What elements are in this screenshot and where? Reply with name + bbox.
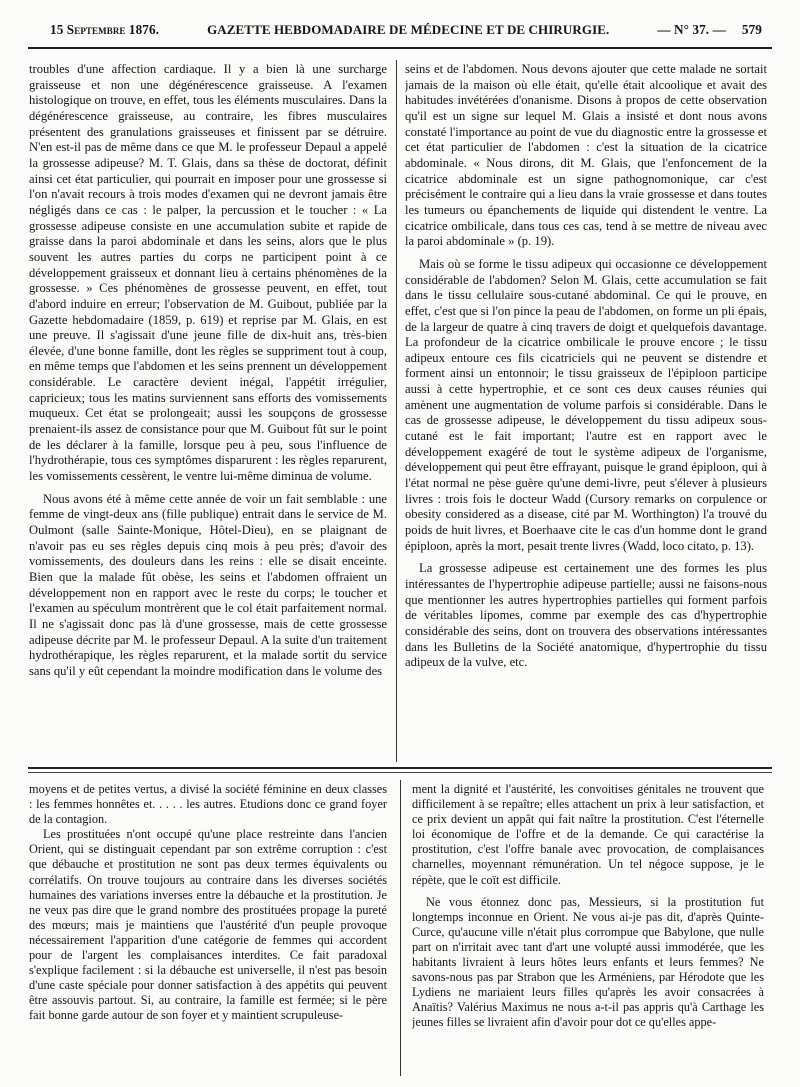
- issue-number: — N° 37. —: [657, 22, 726, 37]
- paragraph: troubles d'une affection cardiaque. Il y a bien là une surcharge graisseuse et non une dégénérescence graisseuse. A l'examen histologique on trouve, en effet, tous les éléments musculaires. Dans la dégénérescence graisseuse, au contraire, les fibres musculaires présentent des granulations graisseuses et finissent par se détruire. N'en est-il pas de même dans ce que M. le professeur Depaul a appelé la grossesse adipeuse? M. T. Glais, dans sa thèse de doctorat, définit ainsi cet état particulier, qui pourrait en imposer pour une grossesse si l'on n'avait recours à trois modes d'examen qui ne devront jamais être négligés dans ce cas : le palper, la percussion et le toucher : « La grossesse adipeuse consiste en une accumulation subite et rapide de graisse dans la paroi abdominale et dans les seins, alors que le plus souvent les autres parties du corps ne participent point à ce développement graisseux et donnant lieu à certains phénomènes de la grossesse. » Ces phénomènes de grossesse peuvent, en effet, tout d'abord induire en erreur; l'observation de M. Guibout, publiée par la Gazette hebdomadaire (1859, p. 619) et reprise par M. Glais, en est une preuve. Il s'agissait d'une jeune fille de dix-huit ans, très-bien élevée, d'une bonne famille, dont les règles se suppriment tout à coup, en même temps que l'abdomen et les seins prennent un développement considérable. Le caractère devient inégal, l'appétit irrégulier, capricieux; tous les matins surviennent sans efforts des vomissements muqueux. Cet état se prolongeait; aussi les soupçons de grossesse prenaient-ils assez de consistance pour que M. Guibout fût sur le point de les déclarer à la famille, lorsque peu à peu, sous l'influence de l'hydrothérapie, tous ces symptômes disparurent : les règles reparurent, les vomissements cessèrent, le ventre lui-même diminua de volume.: [29, 62, 387, 484]
- paragraph: ment la dignité et l'austérité, les convoitises génitales ne trouvent que difficilement à se repaître; elles attachent un prix à leur satisfaction, et ce prix devient un appât qui fait naître la prostitution. C'est l'éternelle loi économique de l'offre et de la demande. Ce qui caractérise la prostitution, c'est l'offre banale avec provocation, de complaisances charnelles, moyennant rémunération. Un tel négoce suppose, je le répète, que le coït est difficile.: [412, 782, 764, 887]
- header-rule: [28, 47, 772, 49]
- running-head: [50, 22, 762, 44]
- column-divider: [400, 780, 401, 1076]
- column-divider: [396, 60, 397, 762]
- journal-title: GAZETTE HEBDOMADAIRE DE MÉDECINE ET DE CHIRURGIE.: [207, 22, 610, 37]
- lower-left-column: [29, 782, 387, 1074]
- feuilleton-rule-secondary: [28, 772, 772, 773]
- issue-info: [657, 22, 762, 38]
- upper-left-column: [29, 62, 387, 758]
- issue-date: 15 Septembre 1876.: [50, 22, 160, 37]
- lower-right-column: [412, 782, 764, 1074]
- paragraph: Ne vous étonnez donc pas, Messieurs, si la prostitution fut longtemps inconnue en Orient. Ne vous ai-je pas dit, d'après Quinte-Curce, qu'aucune ville n'était plus corrompue que Babylone, que nulle part on n'irritait avec tant d'art une volupté aussi immodérée, que les habitants livraient à leurs hôtes leurs enfants et leurs femmes? Ne savons-nous pas par Strabon que les Arméniens, par Hérodote que les Lydiens ne mariaient leurs filles qu'après les avoir consacrées à Anaïtis? Valérius Maximus ne nous a-t-il pas appris qu'à Carthage les jeunes filles se livraient afin d'avoir pour dot ce qu'elles appe-: [412, 894, 764, 1030]
- feuilleton-rule: [28, 767, 772, 769]
- paragraph: Les prostituées n'ont occupé qu'une place restreinte dans l'ancien Orient, qui se distinguait cependant par son extrême corruption : c'est que débauche et prostitution ne sont pas deux termes équivalents ou corrélatifs. On trouve toujours au contraire dans les diverses sociétés humaines des variations inverses entre la débauche et la prostitution. Je ne veux pas dire que le grand nombre des prostituées propage la pureté des mœurs; mais je maintiens que l'austérité d'un peuple provoque nécessairement l'apparition d'une catégorie de femmes qui accordent pour de l'argent les complaisances interdites. Ce fait paradoxal s'explique facilement : si la débauche est universelle, il n'est pas besoin d'une caste spéciale pour donner satisfaction à des appétits qui peuvent être assouvis partout. Si, au contraire, la famille est fermée; si le père fait bonne garde autour de son foyer et y maintient scrupuleuse-: [29, 827, 387, 1023]
- paragraph: seins et de l'abdomen. Nous devons ajouter que cette malade ne sortait jamais de la maison où elle était, qu'elle était alcoolique et avait des habitudes invétérées d'onanisme. Disons à propos de cette observation qu'il est un signe sur lequel M. Glais a insisté et dont nous avons constaté l'importance au point de vue du diagnostic entre la grossesse et cet état particulier de l'abdomen : c'est la situation de la cicatrice abdominale. « Nous dirons, dit M. Glais, que l'enfoncement de la cicatrice abdominale est un signe pathognomonique, car c'est précisément le contraire qui a lieu dans la vraie grossesse et dans toutes les tumeurs ou épanchements de liquide qui distendent le ventre. La cicatrice ombilicale, dans tous ces cas, tend à se mettre de niveau avec la paroi abdominale » (p. 19).: [405, 62, 767, 249]
- paragraph: moyens et de petites vertus, a divisé la société féminine en deux classes : les femmes honnêtes et. . . . . les autres. Etudions donc ce grand foyer de la contagion.: [29, 782, 387, 827]
- paragraph: Mais où se forme le tissu adipeux qui occasionne ce développement considérable de l'abdomen? Selon M. Glais, cette accumulation se fait dans le tissu cellulaire sous-cutané abdominal. Ce qui le prouve, en effet, c'est que si l'on pince la peau de l'abdomen, on forme un pli épais, de la largeur de quatre à cinq travers de doigt et quelquefois davantage. La profondeur de la cicatrice ombilicale le prouve encore ; le tissu adipeux entoure ces fils cicatriciels qui ne peuvent se distendre et forment ainsi un entonnoir; le tissu graisseux de l'épiploon participe aussi à cette hypertrophie, et ce sont ces deux causes réunies qui amènent une augmentation de volume parfois si considérable. Dans le cas de grossesse adipeuse, le développement du tissu adipeux sous-cutané est le fait important; l'autre est en rapport avec le développement exagéré de tout le système adipeux de l'organisme, développement qui peut être effrayant, puisque le grand épiploon, qui à l'état normal ne pèse guère qu'une demi-livre, peut s'élever à plusieurs livres : trois fois le docteur Wadd (Cursory remarks on corpulence or obesity considered as a disease, cité par M. Worthington) l'a trouvé du poids de huit livres, et Boerhaave cite le cas d'un homme dont le grand épiploon, après la mort, pesait trente livres (Wadd, loco citato, p. 13).: [405, 256, 767, 553]
- paragraph: La grossesse adipeuse est certainement une des formes les plus intéressantes de l'hypertrophie adipeuse partielle; aussi ne faisons-nous que mentionner les autres hypertrophies partielles qui forment parfois de véritables lipomes, comme par exemple des cas d'hypertrophie considérable des seins, dont on trouvera des observations intéressantes dans les Bulletins de la Société anatomique, d'hypertrophie du tissu adipeux de la vulve, etc.: [405, 561, 767, 670]
- upper-right-column: [405, 62, 767, 758]
- page-number: 579: [741, 22, 762, 37]
- paragraph: Nous avons été à même cette année de voir un fait semblable : une femme de vingt-deux ans (fille publique) entrait dans le service de M. Oulmont (salle Sainte-Monique, Hôtel-Dieu), en se plaignant de n'avoir pas eu ses règles depuis cinq mois à peu près; d'avoir des vomissements, des douleurs dans les reins : elle se disait enceinte. Bien que la malade fût obèse, les seins et l'abdomen offraient un développement non en rapport avec le reste du corps; le toucher et l'examen au spéculum montrèrent que le col était parfaitement normal. Il ne s'agissait donc pas là d'une grossesse, mais de cette grossesse adipeuse décrite par M. le professeur Depaul. A la suite d'un traitement hydrothérapique, les règles reparurent, et la malade sortit du service sans qu'il y eût cependant la moindre modification dans le volume des: [29, 491, 387, 678]
